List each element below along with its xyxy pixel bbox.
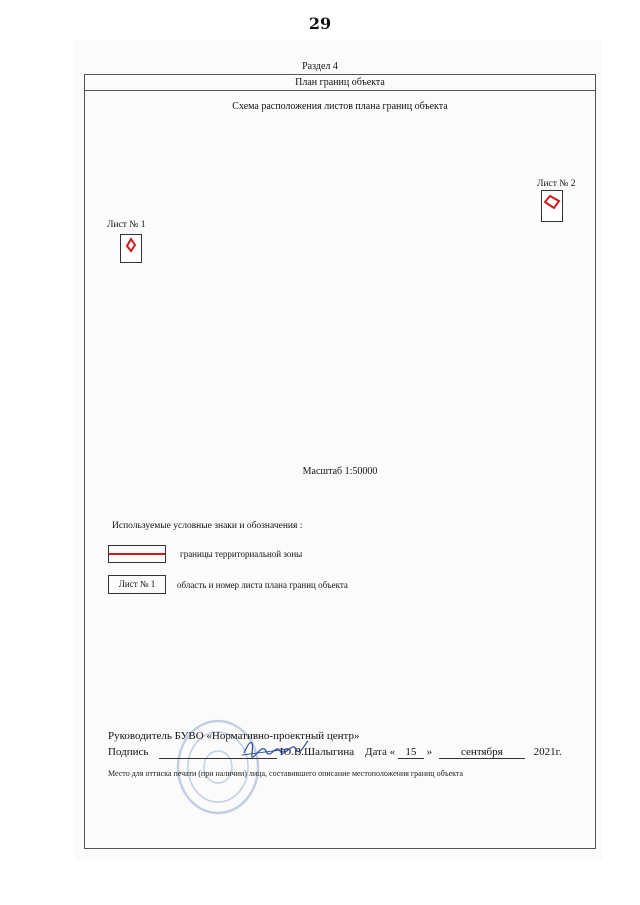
date-year-suffix: г. (555, 746, 562, 758)
sheet-1-box (120, 234, 142, 263)
sheet-1-boundary-icon (121, 235, 141, 262)
date-month: сентября (439, 746, 525, 759)
legend-sheet-swatch: Лист № 1 (108, 575, 166, 594)
signature-label: Подпись (108, 746, 149, 758)
handwritten-signature-icon (240, 735, 310, 759)
date-label: Дата « (364, 746, 396, 758)
legend-title: Используемые условные знаки и обозначения : (112, 521, 303, 531)
page-number: 29 (308, 14, 332, 33)
sheet-2-label: Лист № 2 (537, 179, 576, 189)
signatory-role: Руководитель БУВО «Нормативно-проектный центр» (108, 730, 360, 742)
date-day: 15 (398, 746, 424, 759)
scheme-title: Схема расположения листов плана границ объекта (232, 101, 448, 112)
legend-sheet-text: область и номер листа плана границ объекта (177, 580, 348, 590)
date-year: 2021 (533, 746, 556, 758)
legend-boundary-text: границы территориальной зоны (180, 549, 303, 559)
plan-title: План границ объекта (85, 75, 595, 91)
sheet-2-boundary-icon (542, 191, 562, 221)
stamp-note: Место для оттиска печати (при наличии) лица, составившего описание местоположения границ объекта (108, 769, 464, 778)
section-label: Раздел 4 (302, 61, 338, 72)
sheet-1-label: Лист № 1 (107, 220, 146, 230)
signatory-name: Ю.В.Шалыгина (279, 746, 355, 758)
sheet-2-box (541, 190, 563, 222)
scale-label: Масштаб 1:50000 (302, 466, 378, 477)
boundary-line-icon (109, 553, 165, 555)
date-quote-close: » (426, 746, 433, 758)
plan-frame (84, 74, 596, 849)
legend-boundary-swatch (108, 545, 166, 563)
signature-line (108, 746, 598, 759)
